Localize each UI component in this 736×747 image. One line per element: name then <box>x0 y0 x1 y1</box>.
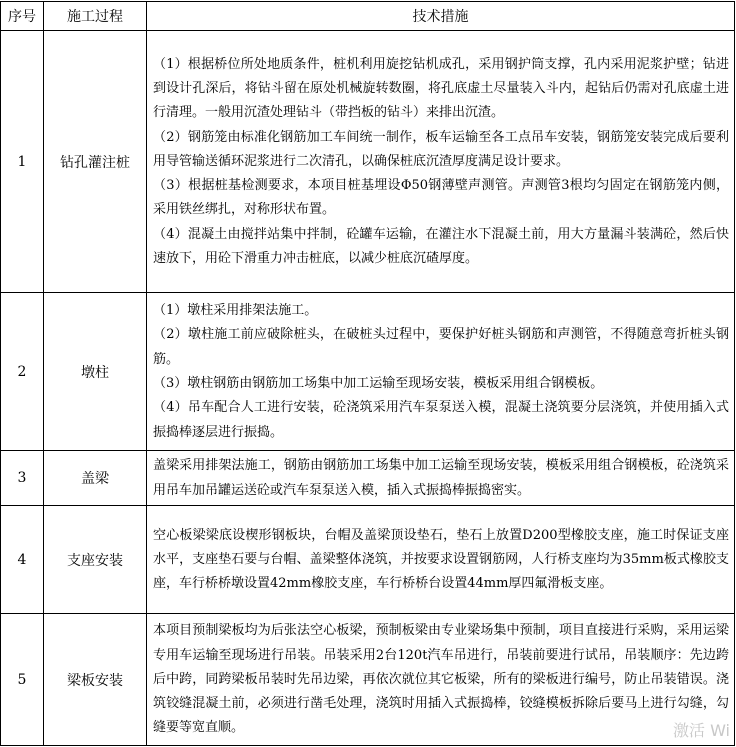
table-row <box>1 293 735 451</box>
measure-item: （1）根据桥位所处地质条件，桩机利用旋挖钻机成孔，采用钢护筒支撑，孔内采用泥浆护壁；钻进到设计孔深后，将钻斗留在原处机械旋转数圈，将孔底虚土尽量装入斗内，起钻后仍需对孔底虚土进行清理。一般用沉渣处理钻斗（带挡板的钻斗）来排出沉渣。 <box>153 56 729 121</box>
process-name: 钻孔灌注桩 <box>44 31 147 293</box>
measure-item: （4）吊车配合人工进行安装，砼浇筑采用汽车泵泵送入模，混凝土浇筑要分层浇筑，并使用插入式振捣棒逐层进行振捣。 <box>153 400 729 440</box>
process-name: 墩柱 <box>44 293 147 451</box>
row-number: 1 <box>1 31 44 293</box>
row-number: 3 <box>1 451 44 506</box>
table-row <box>1 451 735 506</box>
row-number: 5 <box>1 614 44 746</box>
header-row <box>1 2 735 31</box>
table-row <box>1 614 735 746</box>
measure-item: （2）墩柱施工前应破除桩头，在破桩头过程中，要保护好桩头钢筋和声测管，不得随意弯折桩头钢筋。 <box>153 327 729 367</box>
measure-item: 空心板梁梁底设楔形钢板块，台帽及盖梁顶设垫石，垫石上放置D200型橡胶支座，施工时保证支座水平，支座垫石要与台帽、盖梁整体浇筑，并按要求设置钢筋网，人行桥支座均为35mm板式橡胶支座，车行桥桥墩设置42mm橡胶支座，车行桥桥台设置44mm厚四氟滑板支座。 <box>153 527 729 592</box>
row-number: 4 <box>1 506 44 614</box>
header-process: 施工过程 <box>44 2 147 31</box>
measure-item: （4）混凝土由搅拌站集中拌制，砼罐车运输，在灌注水下混凝土前，用大方量漏斗装满砼，然后快速放下，用砼下滑重力冲击桩底，以减少桩底沉碴厚度。 <box>153 226 729 267</box>
measure-item: （2）钢筋笼由标准化钢筋加工车间统一制作，板车运输至各工点吊车安装，钢筋笼安装完成后要利用导管输送循环泥浆进行二次清孔，以确保桩底沉渣厚度满足设计要求。 <box>153 129 729 169</box>
measures-cell <box>147 614 735 746</box>
construction-measures-table <box>0 1 735 746</box>
measure-item: （3）墩柱钢筋由钢筋加工场集中加工运输至现场安装，模板采用组合钢模板。 <box>153 376 604 391</box>
table-row <box>1 506 735 614</box>
process-name: 梁板安装 <box>44 614 147 746</box>
measures-cell <box>147 31 735 293</box>
process-name: 支座安装 <box>44 506 147 614</box>
table-row <box>1 31 735 293</box>
measure-item: 盖梁采用排架法施工，钢筋由钢筋加工场集中加工运输至现场安装，模板采用组合钢模板，砼浇筑采用吊车加吊罐运送砼或汽车泵泵送入模，插入式振捣棒振捣密实。 <box>153 458 729 498</box>
row-number: 2 <box>1 293 44 451</box>
measures-cell <box>147 506 735 614</box>
activation-watermark: 激活 Wi <box>672 721 730 740</box>
process-name: 盖梁 <box>44 451 147 506</box>
measure-item: （3）根据桩基检测要求，本项目桩基埋设Φ50钢薄壁声测管。声测管3根均匀固定在钢筋笼内侧，采用铁丝绑扎，对称形状布置。 <box>153 178 729 218</box>
measures-cell <box>147 293 735 451</box>
header-measures: 技术措施 <box>147 2 735 31</box>
measure-item: （1）墩柱采用排架法施工。 <box>153 303 318 319</box>
header-no: 序号 <box>1 2 44 31</box>
measure-item: 本项目预制梁板均为后张法空心板梁，预制板梁由专业梁场集中预制，项目直接进行采购，采用运梁专用车运输至现场进行吊装。吊装采用2台120t汽车吊进行，吊装前要进行试吊，吊装顺序：先边跨后中跨，同跨梁板吊装时先吊边梁，再依次就位其它板梁，所有的梁板进行编号，防止吊装错误。浇筑铰缝混凝土前，必须进行凿毛处理，浇筑时用插入式振捣棒，铰缝模板拆除后要马上进行勾缝，勾缝要等宽直顺。 <box>153 623 729 736</box>
measures-cell <box>147 451 735 506</box>
